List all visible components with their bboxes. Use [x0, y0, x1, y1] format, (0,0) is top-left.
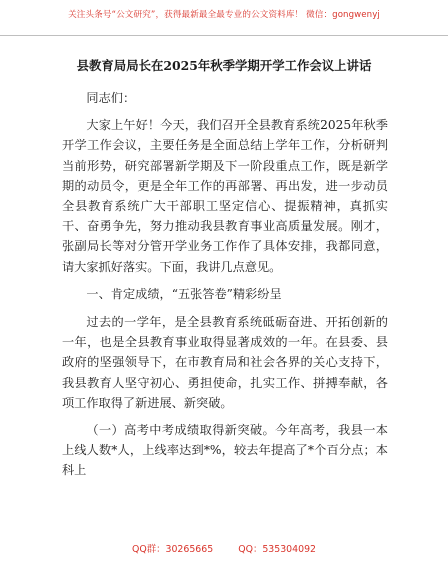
header-banner: 关注头条号“公文研究”，获得最新最全最专业的公文资料库！ 微信：gongwenyj — [68, 10, 380, 20]
footer-qq: QQ：535304092 — [238, 544, 317, 555]
paragraph-opening: 大家上午好！今天，我们召开全县教育系统2025年秋季开学工作会议，主要任务是全面总结上学年工作，分析研判当前形势，研究部署新学期及下一阶段重点工作，既是新学期的动员令，更是全年工作的再部署、再出发，进一步动员全县教育系统广大干部职工坚定信心、提振精神，真抓实干、奋勇争先，努力推动我县教育事业高质量发展。刚才，张副局长等对分管开学业务工作作了具体安排，我都同意，请大家抓好落实。下面，我讲几点意见。 — [62, 118, 388, 274]
section-heading: 一、肯定成绩，“五张答卷”精彩纷呈 — [86, 286, 282, 301]
document-title: 县教育局局长在2025年秋季学期开学工作会议上讲话 — [76, 58, 372, 73]
greeting: 同志们： — [86, 91, 136, 105]
document-body — [62, 88, 388, 481]
footer-qq-group: QQ群：30265665 — [131, 544, 214, 555]
paragraph-review: 过去的一学年，是全县教育系统砥砺奋进、开拓创新的一年，也是全县教育事业取得显著成效的一年。在县委、县政府的坚强领导下，在市教育局和社会各界的关心支持下，我县教育人坚守初心、勇担使命，扎实工作、拼搏奉献，各项工作取得了新进展、新突破。 — [62, 315, 388, 410]
footer-contact — [0, 541, 448, 555]
paragraph-exam-results: （一）高考中考成绩取得新突破。今年高考，我县一本上线人数*人，上线率达到*%，较去年提高了*个百分点；本科上 — [62, 423, 388, 478]
header-divider — [0, 35, 448, 36]
